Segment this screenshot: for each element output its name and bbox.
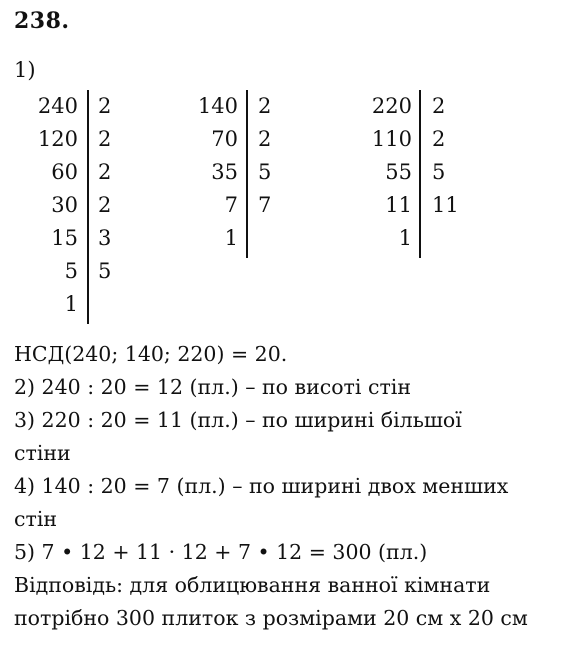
factor-cell: 5 xyxy=(432,160,446,184)
factor-cell: 7 xyxy=(258,193,272,217)
table-row xyxy=(30,189,140,222)
table-row xyxy=(190,222,300,255)
factor-table-140 xyxy=(190,90,300,324)
step-4-continuation: стін xyxy=(14,507,58,531)
table-row xyxy=(30,90,140,123)
number-cell: 1 xyxy=(398,226,412,250)
number-cell: 55 xyxy=(385,160,412,184)
number-cell: 35 xyxy=(211,160,238,184)
table-row xyxy=(362,90,482,123)
step-3-continuation: стіни xyxy=(14,441,71,465)
number-cell: 110 xyxy=(371,127,412,151)
part-label: 1) xyxy=(14,58,36,82)
table-row xyxy=(362,189,482,222)
step-4-line: 4) 140 : 20 = 7 (пл.) – по ширині двох менших xyxy=(14,474,509,498)
answer-line: Відповідь: для облицювання ванної кімнати xyxy=(14,573,491,597)
table-row xyxy=(362,156,482,189)
table-row xyxy=(362,123,482,156)
table-row xyxy=(362,222,482,255)
factor-table-220 xyxy=(362,90,482,324)
problem-number: 238. xyxy=(14,8,70,34)
factor-cell: 5 xyxy=(98,259,112,283)
solution-text xyxy=(14,338,564,635)
number-cell: 5 xyxy=(64,259,78,283)
factor-cell: 2 xyxy=(98,127,112,151)
factor-cell: 2 xyxy=(98,94,112,118)
step-3-line: 3) 220 : 20 = 11 (пл.) – по ширині більшої xyxy=(14,408,462,432)
table-row xyxy=(190,156,300,189)
table-row xyxy=(190,90,300,123)
factor-cell: 2 xyxy=(98,160,112,184)
factor-cell: 2 xyxy=(258,94,272,118)
number-cell: 70 xyxy=(211,127,238,151)
factor-cell: 2 xyxy=(98,193,112,217)
number-cell: 1 xyxy=(224,226,238,250)
number-cell: 15 xyxy=(51,226,78,250)
number-cell: 240 xyxy=(37,94,78,118)
table-row xyxy=(190,123,300,156)
number-cell: 30 xyxy=(51,193,78,217)
factor-cell: 3 xyxy=(98,226,112,250)
factor-table-240 xyxy=(30,90,140,324)
table-row xyxy=(30,156,140,189)
number-cell: 1 xyxy=(64,292,78,316)
number-cell: 7 xyxy=(224,193,238,217)
step-2-line: 2) 240 : 20 = 12 (пл.) – по висоті стін xyxy=(14,375,412,399)
answer-continuation: потрібно 300 плиток з розмірами 20 см х 20 см xyxy=(14,606,528,630)
factor-cell: 2 xyxy=(432,127,446,151)
number-cell: 220 xyxy=(371,94,412,118)
table-row xyxy=(30,255,140,288)
factor-cell: 5 xyxy=(258,160,272,184)
number-cell: 11 xyxy=(385,193,412,217)
gcd-line: НСД(240; 140; 220) = 20. xyxy=(14,342,288,366)
table-row xyxy=(30,288,140,321)
number-cell: 60 xyxy=(51,160,78,184)
number-cell: 140 xyxy=(197,94,238,118)
table-row xyxy=(30,222,140,255)
number-cell: 120 xyxy=(37,127,78,151)
factor-cell: 11 xyxy=(432,193,459,217)
table-row xyxy=(190,189,300,222)
factor-cell: 2 xyxy=(258,127,272,151)
table-row xyxy=(30,123,140,156)
factor-cell: 2 xyxy=(432,94,446,118)
step-5-line: 5) 7 • 12 + 11 · 12 + 7 • 12 = 300 (пл.) xyxy=(14,540,428,564)
